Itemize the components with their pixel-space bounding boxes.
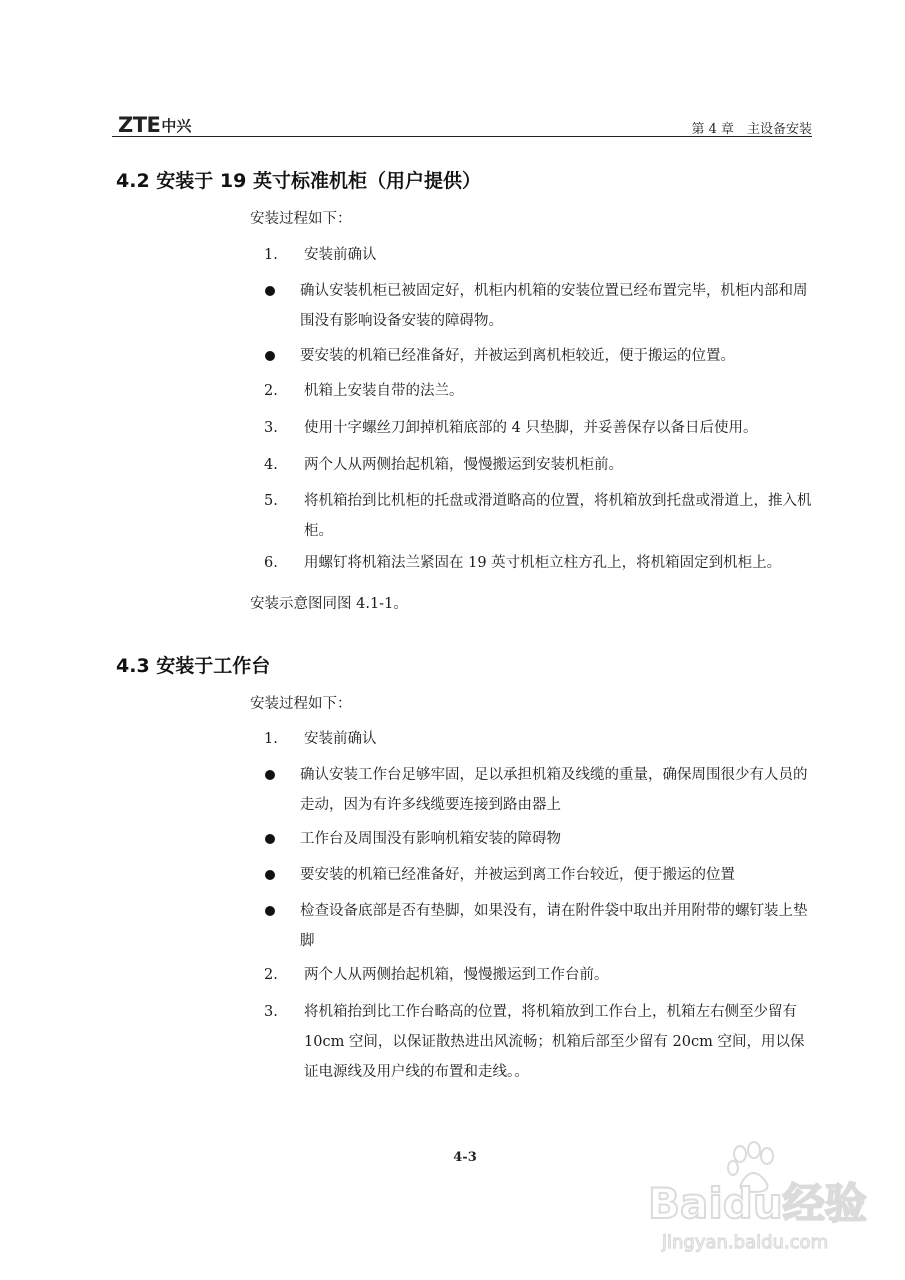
bullet-item: [260, 860, 816, 891]
step-number: 3.: [264, 420, 278, 436]
bullet-item: [260, 760, 816, 820]
chapter-title: 第 4 章 主设备安装: [691, 122, 812, 137]
bullet-item: [260, 824, 816, 855]
step-number: 1.: [264, 731, 278, 747]
section-intro: 安装过程如下：: [250, 696, 352, 712]
step-number: 6.: [264, 555, 278, 571]
step-text: 用螺钉将机箱法兰紧固在 19 英寸机柜立柱方孔上，将机箱固定到机柜上。: [304, 555, 782, 571]
bullet-text: 工作台及周围没有影响机箱安装的障碍物: [300, 831, 561, 847]
step-number: 3.: [264, 1004, 278, 1020]
step-text: 安装前确认: [304, 247, 377, 263]
bullet-item: [260, 896, 816, 956]
step-number: 1.: [264, 247, 278, 263]
step-number: 2.: [264, 967, 278, 983]
step-item: [260, 486, 816, 546]
watermark-url: jingyan.baidu.com: [662, 1232, 829, 1253]
step-item: [260, 997, 816, 1087]
bullet-text: 检查设备底部是否有垫脚，如果没有，请在附件袋中取出并用附带的螺钉装上垫脚: [300, 903, 808, 949]
step-number: 4.: [264, 457, 278, 473]
step-text: 两个人从两侧抬起机箱，慢慢搬运到工作台前。: [304, 967, 609, 983]
step-text: 使用十字螺丝刀卸掉机箱底部的 4 只垫脚，并妥善保存以备日后使用。: [304, 420, 758, 436]
bullet-text: 确认安装机柜已被固定好，机柜内机箱的安装位置已经布置完毕，机柜内部和周围没有影响设备安装的障碍物。: [300, 283, 808, 329]
bullet-icon: [260, 276, 300, 336]
step-text: 机箱上安装自带的法兰。: [304, 383, 464, 399]
step-item: [260, 413, 816, 443]
step-text: 将机箱抬到比工作台略高的位置，将机箱放到工作台上，机箱左右侧至少留有 10cm 空间，以保证散热进出风流畅；机箱后部至少留有 20cm 空间，用以保证电源线及用户线的布置和走线。。: [304, 1004, 805, 1080]
step-text: 安装前确认: [304, 731, 377, 747]
zte-logo: [118, 110, 191, 136]
page-number: 4-3: [453, 1150, 477, 1165]
step-item: [260, 724, 816, 754]
bullet-icon: [260, 824, 300, 855]
section-heading-4-2: 4.2 安装于 19 英寸标准机柜（用户提供）: [116, 170, 481, 192]
step-number: 5.: [264, 493, 278, 509]
step-text: 将机箱抬到比机柜的托盘或滑道略高的位置，将机箱放到托盘或滑道上，推入机柜。: [304, 493, 812, 539]
bullet-icon: [260, 341, 300, 372]
logo-chinese-text: 中兴: [161, 117, 192, 135]
section-heading-4-3: 4.3 安装于工作台: [116, 655, 271, 677]
bullet-item: [260, 276, 816, 336]
step-number: 2.: [264, 383, 278, 399]
baidu-watermark: [640, 1138, 880, 1258]
step-item: [260, 548, 816, 578]
step-item: [260, 450, 816, 480]
step-item: [260, 240, 816, 270]
bullet-text: 确认安装工作台足够牢固，足以承担机箱及线缆的重量，确保周围很少有人员的走动，因为有许多线缆要连接到路由器上: [300, 767, 808, 813]
logo-text: ZTE: [118, 113, 161, 137]
section-outro: 安装示意图同图 4.1-1。: [250, 596, 408, 612]
bullet-text: 要安装的机箱已经准备好，并被运到离工作台较近，便于搬运的位置: [300, 867, 735, 883]
bullet-text: 要安装的机箱已经准备好，并被运到离机柜较近，便于搬运的位置。: [300, 348, 735, 364]
bullet-icon: [260, 896, 300, 956]
step-text: 两个人从两侧抬起机箱，慢慢搬运到安装机柜前。: [304, 457, 623, 473]
section-intro: 安装过程如下：: [250, 211, 352, 227]
watermark-brand: Baidu经验: [648, 1179, 867, 1228]
header-divider: [112, 136, 812, 137]
step-item: [260, 376, 816, 406]
step-item: [260, 960, 816, 990]
bullet-item: [260, 341, 816, 372]
bullet-icon: [260, 760, 300, 820]
bullet-icon: [260, 860, 300, 891]
